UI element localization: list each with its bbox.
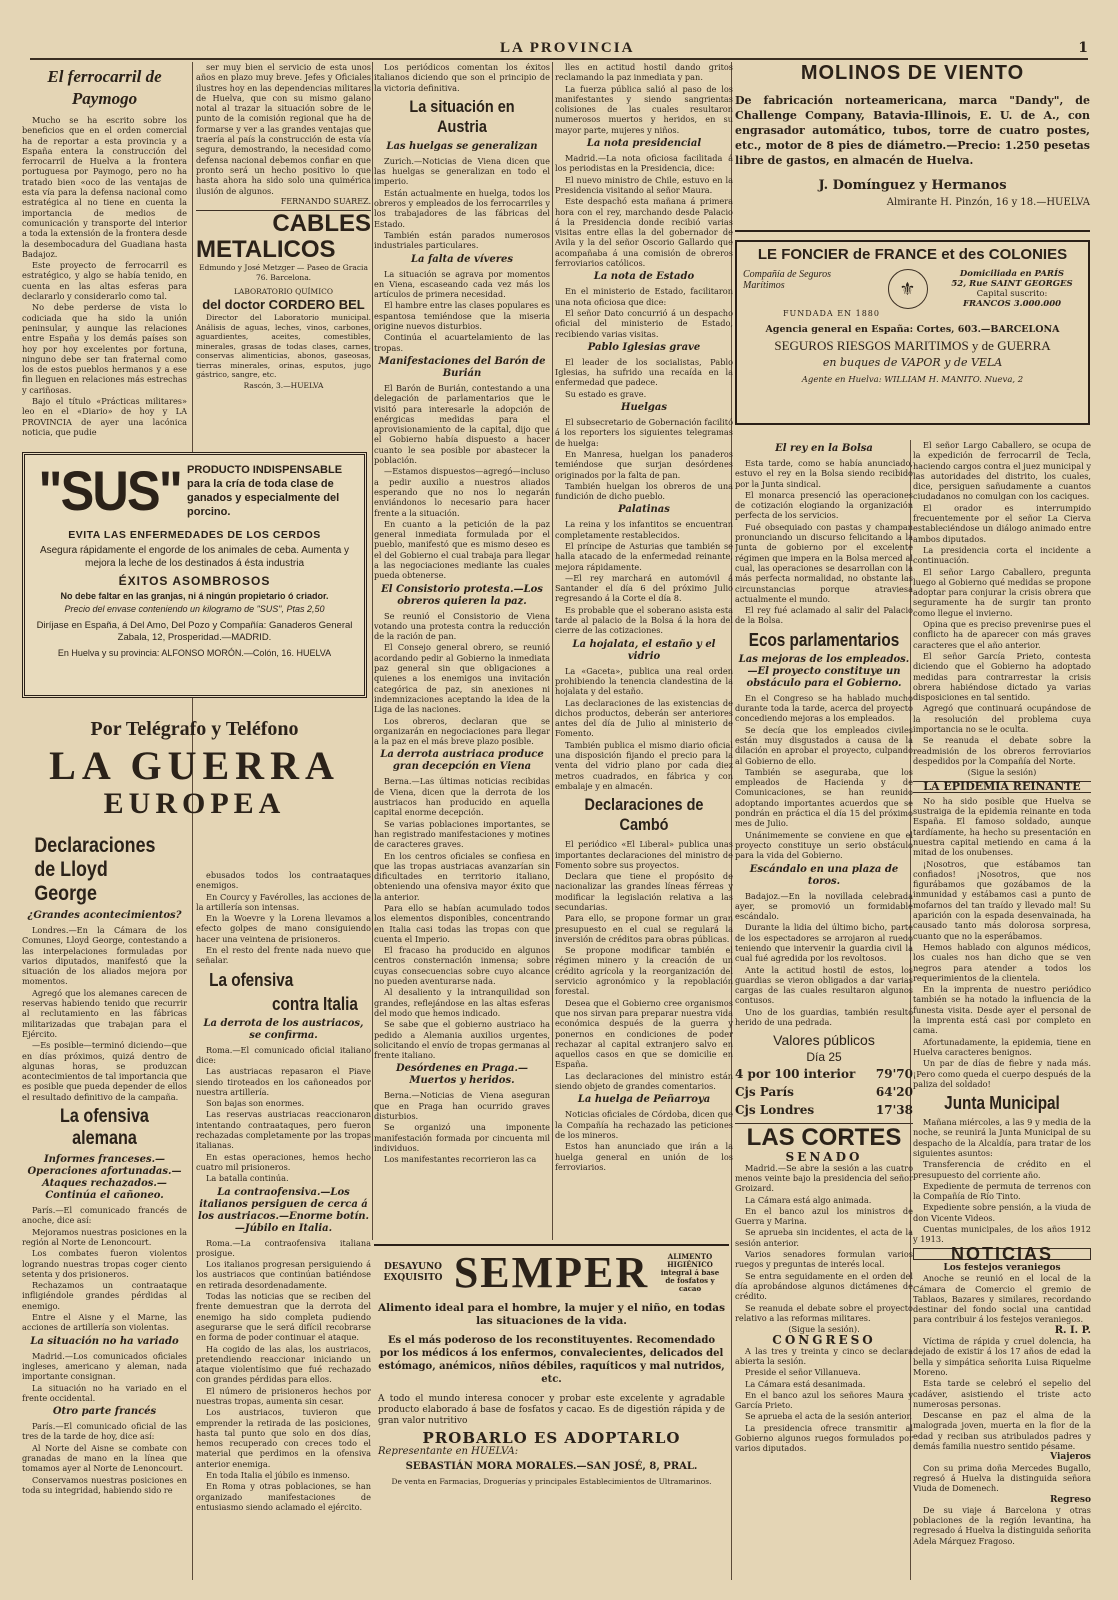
paragraph: Conservamos nuestras posiciones en toda su integridad, habiendo sido re — [22, 1474, 187, 1495]
paragraph: lles en actitud hostil dando gritos reclamando la paz inmediata y pan. — [555, 62, 733, 83]
molinos-title: MOLINOS DE VIENTO — [800, 62, 1025, 84]
column-rule — [552, 62, 553, 1240]
valores-label: 4 por 100 interior — [735, 1067, 856, 1082]
paragraph: Preside el señor Villanueva. — [745, 1367, 861, 1378]
paragraph: En la Woevre y la Lorena llevamos a efecto golpes de mano consiguiendo hacer una veintena de prisioneros. — [196, 913, 371, 944]
valores-title: Valores públicos — [773, 1032, 875, 1049]
paragraph: Continúa el acuartelamiento de las tropas. — [374, 332, 550, 353]
cables-addr: Edmundo y José Metzger — Paseo de Gracia 76. Barcelona. — [199, 263, 368, 283]
semper-advert — [374, 1244, 729, 1580]
article-subtitle: Huelgas — [621, 402, 667, 414]
foncier-title: LE FONCIER de FRANCE et des COLONIES — [757, 246, 1068, 263]
article-subtitle: ¿Grandes acontecimientos? — [27, 910, 182, 921]
war-title: EUROPEA — [103, 787, 286, 820]
article-title: contra Italia — [271, 993, 358, 1014]
cables-title: CABLES — [272, 210, 371, 238]
article-subtitle: Palatinas — [618, 504, 670, 516]
column-3 — [374, 62, 550, 1240]
paragraph: El Barón de Burián, contestando a una delegación de parlamentarios que le visitó para interesarle la adopción de enérgicas medidas para el aprovisionamiento de la capital, dijo que el Gobierno había dispuesto a hacer cuanto le sea posible por abastecer la población. — [374, 382, 550, 466]
column-rule — [192, 62, 193, 1580]
paragraph: Uno de los guardias, también resultó herido de una pedrada. — [735, 1006, 913, 1028]
paragraph: Los italianos progresan persiguiendo á los austriacos que continúan batiéndose en retirada desordenadamente. — [196, 1259, 371, 1290]
paragraph: Badajoz.—En la novillada celebrada ayer, se promovió un formidable escándalo. — [735, 890, 913, 922]
paragraph: Las declaraciones del ministro están siendo objeto de grandes comentarios. — [555, 1070, 733, 1092]
article-subtitle: La derrota de los austriacos, se confirma. — [203, 1017, 364, 1041]
column-1-lower — [22, 830, 187, 1580]
valores-row — [735, 1065, 913, 1083]
paragraph: Roma.—La contraofensiva italiana prosigue. — [196, 1237, 371, 1258]
paragraph: El Consejo general obrero, se reunió acordando pedir al Gobierno la inmediata paz general sin que obligaciones a quienes a los enemigos una invitación categórica de paz, sin anexiones ni indemnizaciones aceptando la idea de la Liga de las naciones. — [374, 642, 550, 715]
paragraph: Las declaraciones de las existencias de dichos productos, deberán ser anteriores antes del día de Julio al ministerio de Fomento. — [555, 697, 733, 739]
paragraph: (Sigue la sesión). — [788, 1324, 860, 1335]
valores-row — [735, 1083, 913, 1101]
paragraph: Se varias poblaciones importantes, se han registrado manifestaciones y motines de caracteres graves. — [374, 818, 550, 850]
molinos-advert — [735, 62, 1090, 232]
paragraph: Son bajas son enormes. — [206, 1098, 305, 1109]
paragraph: La situación se agrava por momentos en Viena, escaseando cada vez más los artículos de primera necesidad. — [374, 268, 550, 300]
article-title: La ofensiva — [209, 969, 294, 990]
article-subtitle: La huelga de Peñarroya — [577, 1094, 711, 1106]
paragraph: En Courcy y Favérolles, las acciones de la artillería son intensas. — [196, 891, 371, 912]
paragraph: Se aprueba sin incidentes, el acta de la sesión anterior. — [735, 1227, 913, 1248]
column-rule — [372, 62, 373, 1240]
foncier-street: 52, Rue SAINT GEORGES — [951, 279, 1073, 289]
paragraph: —Estamos dispuestos—agregó—incluso a pedir auxilio a nuestros aliados esperando que no nos lo negarán enviándonos lo necesario para hacer frente a la situación. — [374, 466, 550, 518]
article-subtitle: El rey en la Bolsa — [775, 443, 873, 454]
paragraph: Con su prima doña Mercedes Bugallo, regresó á Huelva la distinguida señora Viuda de Domenech. — [913, 1462, 1091, 1494]
paragraph: En Manresa, huelgan los panaderos temiéndose que surjan desórdenes originados por la falta de pan. — [555, 448, 733, 480]
paragraph: Los austriacos, tuvieron que emprender la retirada de las posiciones, hasta tal punto que solo en dos días, hemos recuperado con creces todo el material que perdimos en la ofensiva anterior enemiga. — [196, 1407, 371, 1469]
semper-brand: SEMPER — [453, 1248, 650, 1297]
paragraph: Mañana miércoles, a las 9 y media de la noche, se reunirá la Junta Municipal de su despacho de la Alcaldía, para tratar de los siguientes asuntos: — [913, 1117, 1091, 1158]
paragraph: ¡Nosotros, que estábamos tan confiados! ¡Nosotros, que nos figurábamos que gozábamos de la inmunidad y estábamos casi a punto de mofarnos del tan traído y llevado mal! Su aparición con la espada desenvainada, ha causado tanto más dolorosa sorpresa, cuanto que no la esperábamos. — [913, 858, 1091, 941]
paragraph: (Sigue la sesión) — [967, 767, 1037, 778]
article-subtitle: Desórdenes en Praga.—Muertos y heridos. — [395, 1063, 529, 1087]
paragraph: No debe perderse de vista lo codiciada que ha sido la unión peninsular, y aunque las relaciones entre España y los demás países son hoy por hoy excelentes por fortuna, ninguno debe ser tan fraternal como los de estos pueblos hermanos y a ese fin lleguen en relaciones más estrechas y cariñosas. — [22, 302, 187, 395]
article-subtitle: Las huelgas se generalizan — [386, 140, 538, 152]
paragraph: Las austriacas repasaron el Piave siendo tiroteados en los cañoneados por nuestra artillería. — [196, 1066, 371, 1097]
paragraph: Los combates fueron violentos logrando nuestras tropas coger ciento setenta y dos prisioneros. — [22, 1248, 187, 1279]
foncier-seguros: SEGUROS RIESGOS MARITIMOS y de GUERRA — [774, 338, 1051, 353]
paragraph: En la imprenta de nuestro periódico también se ha notado la influencia de la funesta visita. Desde ayer el personal de la imprenta está casi por completo en cama. — [913, 984, 1091, 1036]
sus-line: ÉXITOS ASOMBROSOS — [118, 574, 271, 588]
paragraph: París.—El comunicado oficial de las tres de la tarde de hoy, dice así: — [22, 1421, 187, 1442]
paragraph: En cuanto a la petición de la paz general inmediata formulada por el pueblo, manifestó que es mismo deseo es el del Gobierno el cual trabaja para llegar a las negociaciones mediante las cuales pueda obtenerse. — [374, 518, 550, 581]
paragraph: Ha cogido de las alas, los austriacos, pretendiendo reaccionar iniciando un ataque violentísimo que fué rechazado con grandes pérdidas para ellos. — [196, 1343, 371, 1385]
paragraph: Fué obsequiado con pastas y champan pronunciando un discurso felicitando a la Junta de gobierno por el excelente régimen que impera en la Bolsa merced al cual, las operaciones se desarrollan con la más perfecta normalidad, no obstante las circunstancias porque atraviesa actualmente el mundo. — [735, 521, 913, 604]
paragraph: La reina y los infantitos se encuentran completamente restablecidos. — [555, 519, 733, 540]
article-subtitle: Informes franceses.—Operaciones afortunadas.—Ataques rechazados.—Continúa el cañoneo. — [27, 1154, 182, 1202]
column-6 — [913, 440, 1091, 1580]
paragraph: Agregó que los alemanes carecen de reservas habiendo tenido que recurrir al reclutamiento en las fábricas militarizadas que trabajan para el Ejército. — [22, 987, 187, 1039]
article-subtitle: La derrota austriaca produce gran decepción en Viena — [380, 749, 544, 773]
paragraph: La fuerza pública salió al paso de los manifestantes y siendo sangrientas colisiones de las cuales resultaron numerosos muertos y heridos, en su mayor parte, mujeres y niños. — [555, 83, 733, 135]
paragraph: El señor Largo Caballero, se ocupa de la expedición de ferrocarril de Tecla, haciendo cargos contra el juez municipal y las autoridades del distrito, los cuales, dice, persiguen sañudamente a cuantos ciudadanos no comulgan con los caciques. — [913, 440, 1091, 502]
cables-title: METALICOS — [196, 236, 336, 264]
article-subtitle: Pablo Iglesias grave — [587, 341, 701, 353]
paragraph: —El rey marchará en automóvil á Santander el día 6 del próximo Julio regresando á la Corte el día 8. — [555, 572, 733, 604]
paragraph: Al Norte del Aisne se combate con granadas de mano en la línea que tomamos ayer al Norte de Lenoncourt. — [22, 1442, 187, 1474]
article-title: LA EPIDEMIA REINANTE — [913, 781, 1091, 793]
valores-label: Cjs Londres — [735, 1103, 815, 1118]
article-title: Declaraciones de Lloyd George — [34, 834, 156, 905]
paragraph: Expediente sobre pensión, a la viuda de don Vicente Videos. — [913, 1202, 1091, 1223]
paragraph: Se entra seguidamente en el orden del día aprobándose algunos dictámenes de crédito. — [735, 1270, 913, 1302]
paragraph: No ha sido posible que Huelva se sustraiga de la epidemia reinante en toda España. El famoso soldado, aunque tardíamente, ha hecho su presentación en nuestra capital metiendo en cama á la mitad de los onubenses. — [913, 795, 1091, 858]
paragraph: De su viaje á Barcelona y otras poblaciones de la región levantina, ha regresado á Huelva la distinguida señorita Adela Márquez Fragoso. — [913, 1504, 1091, 1546]
paragraph: Los obreros, declaran que se organizarán en negociaciones para llegar a la paz en el más breve plazo posible. — [374, 715, 550, 747]
paragraph: Anoche se reunió en el local de la Cámara de Comercio el gremio de Tablaos, Bazares y similares, recordando destinar del fondo social una cantidad para contribuir á los festejos veraniegos. — [913, 1273, 1091, 1325]
paragraph: Los periódicos comentan los éxitos italianos diciendo que son el principio de la victoria definitiva. — [374, 62, 550, 93]
column-2-lower — [196, 870, 371, 1580]
paragraph: Se aprueba el acta de la sesión anterior. — [745, 1411, 913, 1422]
semper-line: A todo el mundo interesa conocer y probar este excelente y agradable producto elaborado á base de fosfatos y cacao. Es de digestión rápida y de gran valor nutritivo — [378, 1394, 725, 1426]
paragraph: También publica el mismo diario oficial una disposición fijando el precio para la venta del vidrio plano por cada diez metros cuadrados, en fábrica y con embalaje y en almacén. — [555, 739, 733, 791]
paragraph: El periódico «El Liberal» publica unas importantes declaraciones del ministro de Fomento sobre sus proyectos. — [555, 839, 733, 870]
paragraph: También se aseguraba, que los empleados de Hacienda y de Comunicaciones, se han reunido adoptando importantes acuerdos que se pondrán en práctica el día 15 del próximo mes de Julio. — [735, 766, 913, 829]
viajeros-heading: Viajeros — [1050, 1452, 1091, 1463]
column-2-top — [196, 62, 371, 440]
semper-line: Es el más poderoso de los reconstituyentes. Recomendado por los médicos á los enfermos, convalecientes, delicados del estómago, anémicos, niños débiles, raquíticos y mal nutridos, etc. — [378, 1335, 725, 1385]
paragraph: Berna.—Noticias de Viena aseguran que en Praga han ocurrido graves disturbios. — [374, 1090, 550, 1122]
paragraph: Opina que es preciso prevenirse pues el conflicto ha de aparecer con más graves caracteres que el año anterior. — [913, 619, 1091, 650]
paragraph: Al desaliento y la intranquilidad son grandes, reflejándose en las altas esferas del modo que hemos indicado. — [374, 987, 550, 1018]
article-title: El ferrocarril de Paymogo — [47, 67, 162, 108]
paragraph: Se sabe que el gobierno austriaco ha pedido a Alemania auxilios urgentes, solicitando el envío de tropas germanas al frente italiano. — [374, 1019, 550, 1061]
article-subtitle: Las mejoras de los empleados.—El proyecto constituye un obstáculo para el Gobierno. — [738, 653, 910, 689]
paragraph: Víctima de rápida y cruel dolencia, ha dejado de existir á los 17 años de edad la bella y simpática señorita Luisa Riquelme Moreno. — [913, 1336, 1091, 1377]
article-title: La situación en Austria — [409, 96, 515, 136]
paragraph: ebusados todos los contraataques enemigos. — [196, 870, 371, 891]
semper-line: PROBARLO ES ADOPTARLO — [422, 1429, 681, 1447]
sus-line: No debe faltar en las granjas, ni á ningún propietario ó criador. — [60, 591, 329, 601]
sus-line: En Huelva y su provincia: ALFONSO MORÓN.—Colón, 16. HUELVA — [57, 648, 332, 658]
paragraph: El leader de los socialistas, Pablo Iglesias, ha sufrido una recaída en la enfermedad que padece. — [555, 356, 733, 388]
paragraph: El monarca presenció las operaciones de cotización elogiando la organización perfecta de los servicios. — [735, 489, 913, 521]
lab-name: del doctor CORDERO BEL — [202, 297, 365, 313]
sus-line: Precio del envase conteniendo un kilogramo de "SUS", Ptas 2,50 — [64, 604, 325, 614]
paragraph: Agregó que continuará ocupándose de la resolución del problema cuya importancia no se le oculta. — [913, 703, 1091, 735]
paragraph: El orador es interrumpido frecuentemente por el señor La Cierva estableciéndose un diálogo animado entre ambos diputados. — [913, 502, 1091, 544]
molinos-addr: Almirante H. Pinzón, 16 y 18.—HUELVA — [886, 197, 1090, 208]
paragraph: El fracaso ha producido en algunos centros consternación inmensa; sobre cuyas consecuencias sobre cuyo alcance no pueden aventurarse nada. — [374, 945, 550, 987]
paragraph: Durante la lidia del último bicho, parte de los espectadores se arrojaron al ruedo teniendo que intervenir la guardia civil la cual fué agredida por los revoltosos. — [735, 922, 913, 964]
paragraph: En el ministerio de Estado, facilitaron una nota oficiosa que dice: — [555, 286, 733, 307]
molinos-text: De fabricación norteamericana, marca "Dandy", de Challenge Company, Batavia-Illinois, E. U. de A., con engrasador automático, tubos, torre de cuatro postes, etc., motor de 8 pies de diámetro.—Precio: 1.250 pesetas libre de gastos, en almacén de Huelva. — [735, 94, 1090, 167]
paragraph: El número de prisioneros hechos por nuestras tropas, aumenta sin cesar. — [196, 1385, 371, 1406]
paragraph: En estas operaciones, hemos hecho cuatro mil prisioneros. — [196, 1151, 371, 1172]
paragraph: A las tres y treinta y cinco se declara abierta la sesión. — [735, 1345, 913, 1366]
valores-value: 64'20 — [875, 1085, 913, 1100]
article-subtitle: Escándalo en una plaza de toros. — [749, 863, 899, 887]
paragraph: Berna.—Las últimas noticias recibidas de Viena, dicen que la derrota de los austriacos han producido en aquella capital enorme decepción. — [374, 776, 550, 818]
paragraph: El rey fué aclamado al salir del Palacio de la Bolsa. — [735, 605, 913, 626]
noticias-title: NOTICIAS — [913, 1248, 1091, 1260]
paragraph: Cuentas municipales, de los años 1912 y 1913. — [913, 1224, 1091, 1245]
foncier-advert — [735, 240, 1090, 425]
paragraph: El señor Dato concurrió á un despacho oficial del ministerio de Estado, recibiendo varias visitas. — [555, 307, 733, 339]
paragraph: Todas las noticias que se reciben del frente demuestran que la derrota del enemigo ha sido completa pudiendo asegurarse que le será difícil recobrarse en forma de poder continuar el ataque. — [196, 1291, 371, 1343]
valores-row — [735, 1101, 913, 1119]
paragraph: El hambre entre las clases populares es espantosa temiéndose que la miseria origine nuevos disturbios. — [374, 300, 550, 332]
article-subtitle: Manifestaciones del Barón de Burián — [378, 355, 546, 379]
semper-line: De venta en Farmacias, Droguerías y principales Establecimientos de Ultramarinos. — [391, 1477, 712, 1486]
paragraph: Hemos hablado con algunos médicos, los cuales nos han dicho que se ven negros para atender a todos los requerimientos de la clientela. — [913, 941, 1091, 983]
senado-title: SENADO — [785, 1150, 863, 1165]
paragraph: Entre el Aisne y el Marne, las acciones de artillería son violentas. — [22, 1312, 187, 1333]
valores-value: 17'38 — [875, 1103, 913, 1118]
foncier-founded: FUNDADA EN 1880 — [783, 309, 880, 318]
article-subtitle: La contraofensiva.—Los italianos persiguen de cerca á los austriacos.—Enorme botín.—Júbilo en Italia. — [197, 1186, 370, 1234]
sus-tagline: PRODUCTO INDISPENSABLE para la cría de toda clase de ganados y especialmente del porcino. — [187, 464, 343, 518]
valores-table — [735, 1065, 913, 1119]
paragraph: Se reunió el Consistorio de Viena votando una protesta contra la reducción de la ración de pan. — [374, 610, 550, 642]
paragraph: Los manifestantes recorrieron las ca — [384, 1154, 537, 1165]
paragraph: Este despachó esta mañana á primera hora con el rey, marchando desde Palacio á la Presidencia donde recibió varias visitas entre ellas la del gobernador de Avila y la del señor Oscorio Gallardo que acompañaba á una comisión de obreros ferroviarios católicos. — [555, 196, 733, 269]
sus-line: Asegura rápidamente el engorde de los animales de ceba. Aumenta y mejora la leche de los destinados á ésta industria — [39, 545, 350, 569]
foncier-buques: en buques de VAPOR y de VELA — [822, 356, 1003, 369]
paragraph: Están actualmente en huelga, todos los obreros y empleados de los ferrocarriles y los trabajadores de las fábricas del Estado. — [374, 187, 550, 229]
regreso-heading: Regreso — [1049, 1494, 1091, 1505]
section-header: Por Telégrafo y Teléfono — [90, 718, 299, 740]
semper-line: Alimento ideal para el hombre, la mujer y el niño, en todas las situaciones de la vida. — [378, 1302, 725, 1327]
congreso-title: CONGRESO — [772, 1333, 876, 1348]
paragraph: Declara que tiene el propósito de nacionalizar las grandes líneas férreas y modificar la legislación relativa a las secundarias. — [555, 871, 733, 912]
masthead-title: LA PROVINCIA — [500, 40, 635, 56]
paragraph: En los centros oficiales se confiesa en que las tropas austriacas avanzarían sin dificultades en territorio italiano, obteniendo una ofensiva mayor éxito que la anterior. — [374, 850, 550, 902]
cortes-title: LAS CORTES — [735, 1123, 913, 1152]
paragraph: Zurich.—Noticias de Viena dicen que las huelgas se generalizan en todo el imperio. — [374, 155, 550, 187]
paragraph: Se reanuda el debate sobre el proyecto relativo a las reformas militares. — [735, 1302, 913, 1323]
paragraph: Para ello, se propone formar un gran presupuesto en el cual se regulará la inversión de créditos para obras públicas. — [555, 913, 733, 944]
paragraph: Mejoramos nuestras posiciones en la región al Norte de Lenoncourt. — [22, 1226, 187, 1247]
article-subtitle: La falta de víveres — [410, 253, 514, 265]
paragraph: En toda Italia el júbilo es inmenso. — [206, 1470, 350, 1481]
paragraph: Noticias oficiales de Córdoba, dicen que la Compañía ha rechazado las peticiones de los mineros. — [555, 1109, 733, 1140]
paragraph: Se propone modificar también el régimen minero y la creación de un crédito agrícola y la reorganización del servicio agronómico y la repoblación forestal. — [555, 945, 733, 997]
article-subtitle: El Consistorio protesta.—Los obreros quieren la paz. — [381, 583, 543, 607]
paragraph: Su estado es grave. — [565, 388, 647, 399]
valores-label: Cjs París — [735, 1085, 794, 1100]
paragraph: Varios senadores formulan varios ruegos y preguntas de interés local. — [735, 1249, 913, 1270]
war-title: LA GUERRA — [49, 743, 340, 788]
paragraph: Bajo el título «Prácticas militares» leo en el «Diario» de hoy y LA PROVINCIA de ayer una lacónica noticia, que pudie — [22, 396, 187, 437]
lab-addr: Rascón, 3.—HUELVA — [243, 380, 324, 390]
paragraph: También están parados numerosos industriales particulares. — [374, 229, 550, 251]
article-subtitle: La situación no ha variado — [30, 1335, 179, 1347]
paragraph: Londres.—En la Cámara de los Comunes, Lloyd George, contestando a las interpelaciones formuladas por varios diputados, manifestó que la situación de los aliados mejora por momentos. — [22, 925, 187, 987]
foncier-agency: Agencia general en España: Cortes, 603.—BARCELONA — [765, 324, 1060, 335]
article-title: Ecos parlamentarios — [748, 629, 900, 650]
paragraph: Ante la actitud hostil de estos, los guardias se vieron obligados a dar varias cargas de las cuales resultaron algunos contusos. — [735, 964, 913, 1006]
paragraph: Unánimemente se conviene en que el proyecto constituye un serio obstáculo para la vida del Gobierno. — [735, 829, 913, 861]
crest-icon: ⚜ — [888, 269, 928, 309]
article-subtitle: La hojalata, el estaño y el vidrio — [572, 638, 716, 662]
paragraph: El señor García Prieto, contesta diciendo que el Gobierno ha adoptado medidas para contrarrestar la crisis obrera habiéndose dictado ya varias disposiciones en tal sentido. — [913, 650, 1091, 703]
paragraph: La batalla continúa. — [206, 1173, 289, 1184]
paragraph: Afortunadamente, la epidemia, tiene en Huelva caracteres benignos. — [913, 1036, 1091, 1057]
column-5 — [735, 440, 913, 1580]
sus-line: EVITA LAS ENFERMEDADES DE LOS CERDOS — [68, 529, 321, 541]
lab-text: Director del Laboratorio municipal. Análisis de aguas, leches, vinos, carbones, aguardientes, aceites, comestibles, minerales, grasas de todas clases, carnes, conservas alimenticias, abonos, gaseosas, tierras minerales, orinas, esputos, jugo gástrico, sangre, etc. — [196, 313, 371, 380]
sus-line: Diríjase en España, á Del Amo, Del Pozo y Compañía: Ganaderos General Zabala, 12, Prosperidad.—MADRID. — [36, 620, 353, 643]
semper-right: ALIMENTO HIGIÉNICO integral á base de fosfatos y cacao — [660, 1252, 720, 1293]
foncier-capital: FRANCOS 3.000.000 — [962, 299, 1062, 309]
paragraph: Para ello se habían acumulado todos los elementos disponibles, concentrando en Italia casi todas las tropas con que cuenta el Imperio. — [374, 903, 550, 944]
semper-line: Representante en HUELVA: — [378, 1446, 519, 1457]
article-subtitle: La nota de Estado — [593, 271, 695, 283]
paragraph: Expediente de permuta de terrenos con la Compañía de Río Tinto. — [913, 1180, 1091, 1202]
paragraph: La presidencia corta el incidente a continuación. — [913, 544, 1091, 566]
paragraph: Esta tarde se celebró el sepelio del cadáver, asistiendo el triste acto numerosas personas. — [913, 1378, 1091, 1409]
article-title: La ofensiva alemana — [60, 1106, 149, 1150]
paragraph: El príncipe de Asturias que también se halla atacado de la enfermedad reinante, mejora rápidamente. — [555, 540, 733, 572]
paragraph: París.—El comunicado francés de anoche, dice así: — [22, 1205, 187, 1226]
paragraph: La Cámara está desanimada. — [745, 1378, 866, 1389]
article-subtitle: Otro parte francés — [52, 1406, 157, 1418]
column-4 — [555, 62, 733, 1240]
foncier-dom: Domiciliada en PARÍS — [959, 269, 1065, 279]
paragraph: Mucho se ha escrito sobre los beneficios que en el orden comercial ha de reportar a esta provincia y a España entera la construcción del ferrocarril de Huelva a la frontera portuguesa por Paymogo, pero no ha tratado bien «oco de las ventajas de esta vía para la defensa nacional como estratégica al no tiene en cuenta la importancia de medios de comunicación y transporte del interior a toda la extensión de la frontera desde la desembocadura del Guadiana hasta Badajoz. — [22, 115, 187, 259]
article-subtitle: La nota presidencial — [586, 138, 702, 150]
paragraph: Rechazamos un contraataque infligiéndole grandes pérdidas al enemigo. — [22, 1280, 187, 1311]
paragraph: Desea que el Gobierno cree organismos que nos sirvan para preparar nuestra vida económica después de la guerra y ponernos en condiciones de poder rechazar al capital extranjero salvo en aquellos casos en que se domicilie en España. — [555, 997, 733, 1070]
paragraph: La situación no ha variado en el frente occidental. — [22, 1382, 187, 1403]
paragraph: En el Congreso se ha hablado mucho durante toda la tarde, acerca del proyecto concediendo mejoras a los empleados. — [735, 692, 913, 724]
paragraph: Madrid.—Se abre la sesión a las cuatro menos veinte bajo la presidencia del señor Groizard. — [735, 1162, 913, 1194]
article-subtitle: Los festejos veraniegos — [943, 1262, 1061, 1273]
paragraph: Descanse en paz el alma de la malograda joven, muerta en la flor de la edad y reciban sus atribulados padres y demás familia nuestro sentido pésame. — [913, 1410, 1091, 1452]
paragraph: También huelgan los obreros de una fundición de dicho pueblo. — [555, 480, 733, 502]
page-number: 1 — [1078, 40, 1088, 56]
signature: FERNANDO SUAREZ. — [280, 196, 371, 206]
paragraph: El señor Largo Caballero, pregunta luego al Gobierno qué medidas se propone adoptar para conjurar la crisis obrera que seguramente ha de surgir tan pronto como llegue el invierno. — [913, 566, 1091, 618]
paragraph: En el banco azul los señores Maura y García Prieto. — [735, 1389, 913, 1411]
paragraph: El nuevo ministro de Chile, estuvo en la Presidencia visitando al señor Maura. — [555, 174, 733, 195]
valores-day: Día 25 — [806, 1050, 842, 1065]
war-section — [22, 718, 367, 821]
paragraph: El subsecretario de Gobernación facilitó á los reporters los siguientes telegramas de huelga: — [555, 417, 733, 448]
article-title: Declaraciones de Cambó — [584, 795, 704, 835]
paragraph: —Es posible—terminó diciendo—que en días próximos, quizá dentro de algunas horas, se produzcan acontecimientos de tal importancia que es posible que pueda depender de ellos el resultado definitivo de la campaña. — [22, 1040, 187, 1102]
paragraph: En el resto del frente nada nuevo que señalar. — [196, 945, 371, 966]
paragraph: Se reanuda el debate sobre la readmisión de los obreros ferroviarios despedidos por la Compañía del Norte. — [913, 735, 1091, 766]
paragraph: En Roma y otras poblaciones, se han organizado manifestaciones de entusiasmo siendo aclamado el ejército. — [196, 1481, 371, 1512]
paragraph: En el banco azul los ministros de Guerra y Marina. — [735, 1205, 913, 1227]
semper-left: EXQUISITO — [383, 1273, 443, 1283]
semper-left: DESAYUNO — [383, 1262, 443, 1272]
rip-heading: R. I. P. — [1054, 1324, 1091, 1336]
masthead — [30, 40, 1088, 60]
paragraph: Madrid.—La nota oficiosa facilitada á los periodistas en la Presidencia, dice: — [555, 153, 733, 174]
semper-line: SEBASTIÁN MORA MORALES.—SAN JOSÉ, 8, PRAL. — [405, 1461, 698, 1472]
paragraph: La «Gaceta», publica una real orden prohibiendo la tenencia clandestina de la hojalata y del estaño. — [555, 665, 733, 697]
paragraph: Roma.—El comunicado oficial italiano dice: — [196, 1044, 371, 1065]
paragraph: Este proyecto de ferrocarril es estratégico, y algo se había tenido, en cuenta en las altas esferas para declararlo y considerarlo como tal. — [22, 260, 187, 302]
article-title: Junta Municipal — [944, 1093, 1060, 1114]
foncier-sub: Compañía de Seguros Marítimos — [743, 269, 831, 291]
paragraph: Esta tarde, como se había anunciado, estuvo el rey en la Bolsa siendo recibido por la Junta sindical. — [735, 458, 913, 489]
paragraph: Es probable que el soberano asista esta tarde al palacio de la Bolsa á la hora del cierre de las cotizaciones. — [555, 604, 733, 636]
paragraph: ser muy bien el servicio de esta unos años en plazo muy breve. Jefes y Oficiales ilustres hoy en las dependencias militares de Huelva, que con su mismo galano notal al trazar la situación sobre de le punto de la comisión regional que ha de formarse y ver a las grandes ventajas que traería al país la construcción de esta vía segura, demostrando, la necesidad como defensa nacional debemos confiar en que pronto será un hecho positivo lo que hasta ahora ha sido solo una quimérica ilusión de algunos. — [196, 62, 371, 196]
paragraph: Estos han anunciado que irán a la huelga general en unión de los ferroviarios. — [555, 1141, 733, 1172]
paragraph: Madrid.—Los comunicados oficiales ingleses, americano y aleman, nada importante consignan. — [22, 1350, 187, 1382]
foncier-agent: Agente en Huelva: WILLIAM H. MANITO. Nueva, 2 — [801, 375, 1024, 385]
paragraph: La presidencia ofrece transmitir al Gobierno algunos ruegos formulados por varios diputados. — [735, 1422, 913, 1454]
paragraph: Las reservas austriacas reaccionaron intentando contraataques, pero fueron rechazadas completamente por las tropas italianas. — [196, 1109, 371, 1151]
paragraph: Se organizó una imponente manifestación formada por cincuenta mil individuos. — [374, 1122, 550, 1153]
paragraph: Transferencia de crédito en el presupuesto del corriente año. — [913, 1159, 1091, 1180]
lab-heading: LABORATORIO QUÍMICO — [233, 286, 334, 296]
molinos-firm: J. Domínguez y Hermanos — [818, 178, 1007, 193]
foncier-capital-label: Capital suscrito: — [976, 289, 1048, 299]
sus-brand: "SUS" — [38, 459, 181, 522]
paragraph: Se decía que los empleados civiles están muy disgustados a causa de la dilación en aprobar el proyecto, culpando al Gobierno de ello. — [735, 724, 913, 766]
paragraph: Un par de días de fiebre y nada más. ¡Pero como queda el cuerpo después de la paliza del soldado! — [913, 1058, 1091, 1089]
paragraph: La Cámara está algo animada. — [745, 1194, 872, 1205]
sus-advert — [22, 452, 367, 698]
valores-value: 79'70 — [875, 1067, 913, 1082]
